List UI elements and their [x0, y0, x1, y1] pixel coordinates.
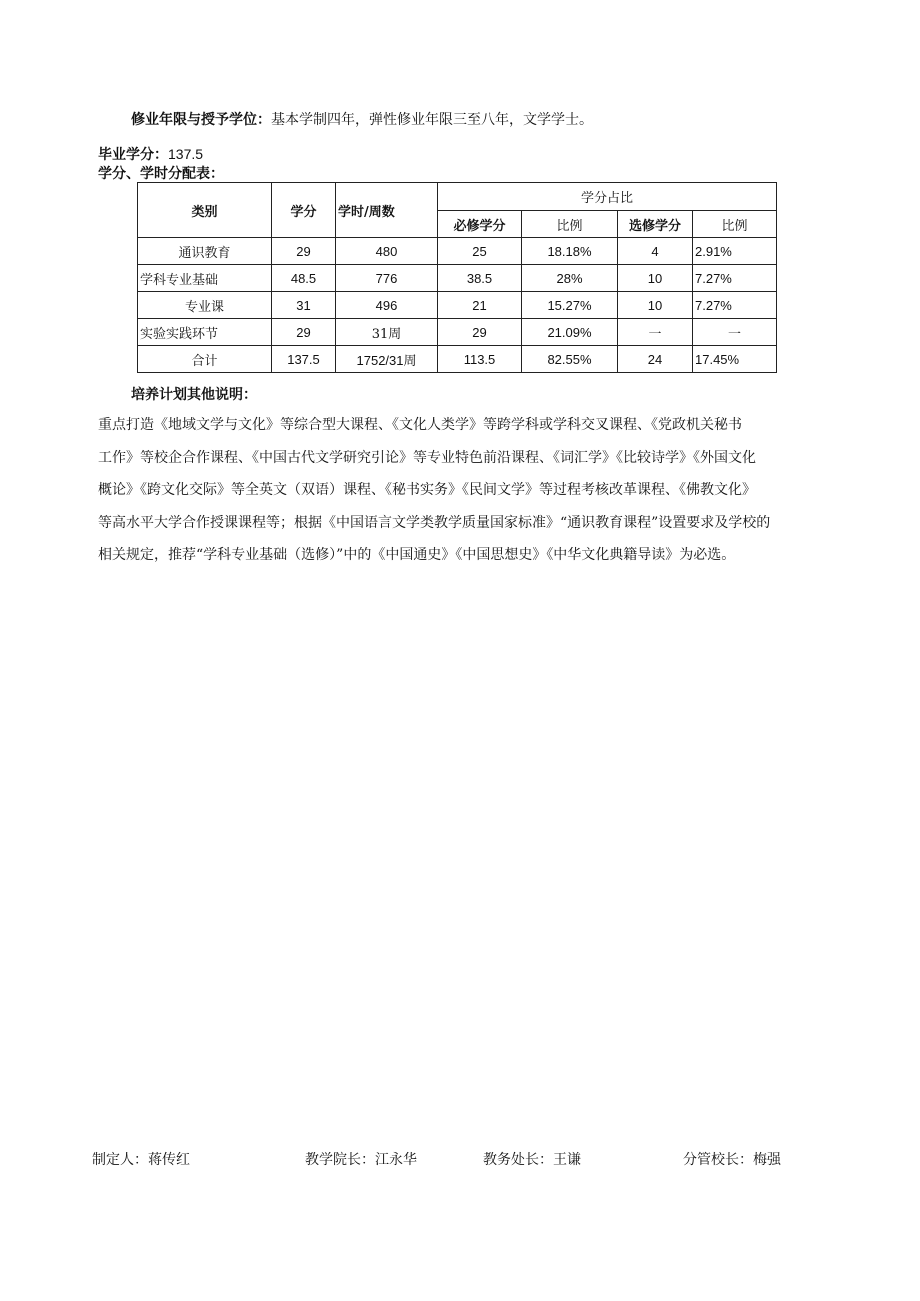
graduation-credits-line	[98, 144, 203, 164]
duration-line	[131, 109, 593, 129]
cell-required: 38.5	[438, 265, 522, 292]
graduation-credits-label: 毕业学分：	[98, 147, 168, 163]
cell-credit: 48.5	[272, 265, 336, 292]
cell-elective: 一	[618, 319, 693, 346]
cell-category: 实验实践环节	[138, 319, 272, 346]
cell-required-ratio: 18.18%	[522, 238, 618, 265]
cell-required-ratio: 28%	[522, 265, 618, 292]
cell-required: 25	[438, 238, 522, 265]
cell-elective: 10	[618, 265, 693, 292]
signature-dean: 教学院长：江永华	[305, 1152, 417, 1168]
cell-elective: 24	[618, 346, 693, 373]
table-row	[138, 319, 777, 346]
other-notes-line: 概论》《跨文化交际》等全英文（双语）课程、《秘书实务》《民间文学》等过程考核改革课程、《佛教文化》	[98, 482, 756, 498]
cell-required-ratio: 15.27%	[522, 292, 618, 319]
cell-credit: 31	[272, 292, 336, 319]
cell-elective-ratio: 2.91%	[693, 238, 777, 265]
table-row	[138, 265, 777, 292]
cell-credit: 29	[272, 238, 336, 265]
cell-hours: 1752/31周	[336, 346, 438, 373]
cell-credit: 29	[272, 319, 336, 346]
cell-required: 113.5	[438, 346, 522, 373]
table-header-row	[138, 183, 777, 211]
table-row	[138, 238, 777, 265]
other-notes-title: 培养计划其他说明：	[131, 387, 257, 403]
table-row	[138, 292, 777, 319]
header-category: 类别	[138, 183, 272, 238]
cell-category: 合计	[138, 346, 272, 373]
other-notes-line: 相关规定，推荐“学科专业基础（选修）”中的《中国通史》《中国思想史》《中华文化典籍导读》为必选。	[98, 547, 736, 563]
duration-text: 基本学制四年，弹性修业年限三至八年，文学学士。	[271, 112, 593, 128]
cell-credit: 137.5	[272, 346, 336, 373]
header-credit: 学分	[272, 183, 336, 238]
signature-vice-president: 分管校长：梅强	[683, 1152, 781, 1168]
graduation-credits-value: 137.5	[168, 146, 204, 162]
duration-label: 修业年限与授予学位：	[131, 112, 271, 128]
other-notes-line: 工作》等校企合作课程、《中国古代文学研究引论》等专业特色前沿课程、《词汇学》《比较诗学》《外国文化	[98, 449, 756, 466]
header-hours: 学时/周数	[336, 183, 438, 238]
cell-required-ratio: 82.55%	[522, 346, 618, 373]
cell-required-ratio: 21.09%	[522, 319, 618, 346]
header-required-credit: 必修学分	[438, 211, 522, 238]
signature-academic-director: 教务处长：王谦	[483, 1152, 581, 1168]
header-elective-credit: 选修学分	[618, 211, 693, 238]
cell-elective-ratio: 7.27%	[693, 292, 777, 319]
cell-elective: 10	[618, 292, 693, 319]
credit-distribution-table	[137, 182, 777, 373]
cell-hours: 496	[336, 292, 438, 319]
cell-hours: 480	[336, 238, 438, 265]
cell-elective-ratio: 7.27%	[693, 265, 777, 292]
other-notes-line: 等高水平大学合作授课课程等；根据《中国语言文学类教学质量国家标准》“通识教育课程”设置要求及学校的	[98, 514, 771, 531]
other-notes-line: 重点打造《地域文学与文化》等综合型大课程、《文化人类学》等跨学科或学科交叉课程、《党政机关秘书	[98, 417, 742, 433]
signature-maker: 制定人：蒋传红	[92, 1152, 190, 1168]
cell-hours: 31周	[336, 319, 438, 346]
cell-hours: 776	[336, 265, 438, 292]
header-elective-ratio: 比例	[693, 211, 777, 238]
cell-elective: 4	[618, 238, 693, 265]
cell-category: 通识教育	[138, 238, 272, 265]
cell-elective-ratio: 17.45%	[693, 346, 777, 373]
table-total-row	[138, 346, 777, 373]
cell-elective-ratio: 一	[693, 319, 777, 346]
cell-required: 21	[438, 292, 522, 319]
table-title: 学分、学时分配表：	[98, 166, 224, 182]
cell-required: 29	[438, 319, 522, 346]
cell-category: 专业课	[138, 292, 272, 319]
other-notes-body	[98, 409, 831, 572]
header-ratio-group: 学分占比	[438, 183, 777, 211]
cell-category: 学科专业基础	[138, 265, 272, 292]
header-required-ratio: 比例	[522, 211, 618, 238]
